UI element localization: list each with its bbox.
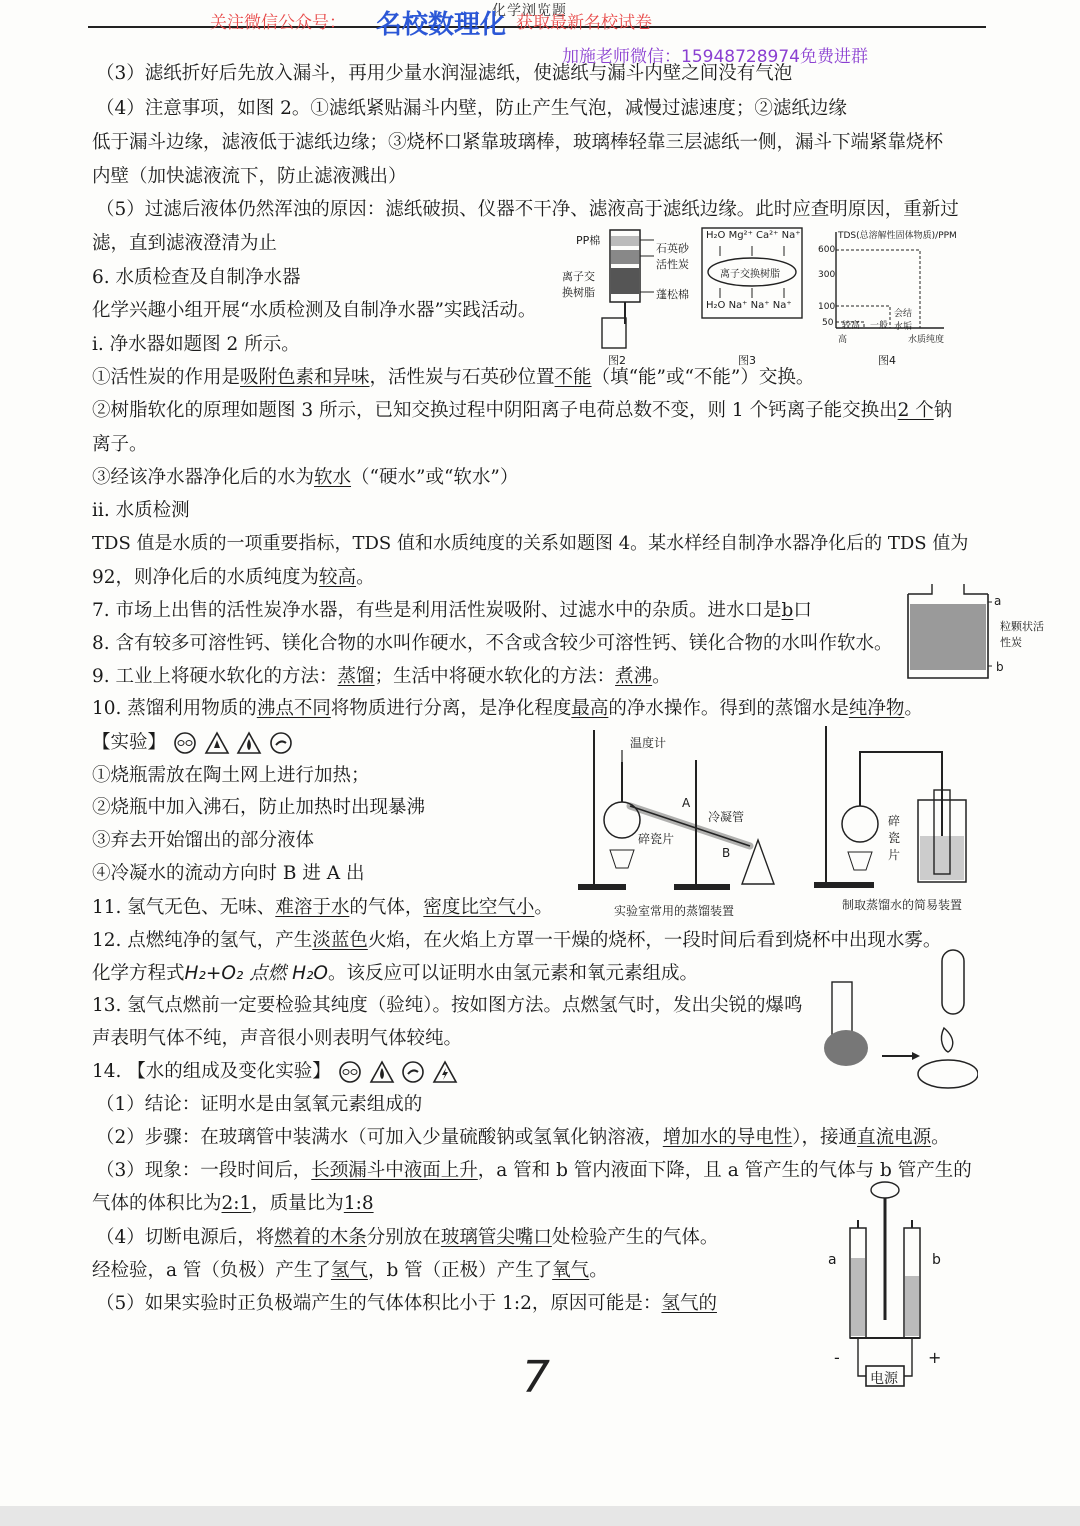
answer: 2 个 xyxy=(897,400,934,421)
text-line: 11. 氢气无色、无味、难溶于水的气体，密度比空气小。 xyxy=(92,897,553,918)
text-line: （4）切断电源后，将燃着的木条分别放在玻璃管尖嘴口处检验产生的气体。 xyxy=(96,1227,719,1248)
answer: 煮沸 xyxy=(615,666,653,687)
text-line: （1）结论：证明水是由氢氧元素组成的 xyxy=(96,1094,423,1115)
goggles-icon xyxy=(172,731,198,755)
answer: 淡蓝色 xyxy=(312,930,368,951)
fig3-center: 离子交换树脂 xyxy=(720,269,780,280)
goggles-icon xyxy=(337,1060,363,1084)
text-line: 低于漏斗边缘，滤液低于滤纸边缘；③烧杯口紧靠玻璃棒，玻璃棒轻靠三层滤纸一侧，漏斗下端紧靠烧杯 xyxy=(92,132,944,153)
fig4-bar-label: 高 xyxy=(838,335,848,345)
answer: 长颈漏斗中液面上升 xyxy=(311,1160,478,1181)
scan-bottom-edge xyxy=(0,1506,1080,1526)
answer: b xyxy=(781,600,794,621)
text-line: （3）现象：一段时间后，长颈漏斗中液面上升，a 管和 b 管内液面下降，且 a 管产生的气体与 b 管产生的 xyxy=(96,1160,972,1181)
thermometer-label: 温度计 xyxy=(630,736,667,750)
condenser-label: 冷凝管 xyxy=(708,810,745,824)
text-line: ②烧瓶中加入沸石，防止加热时出现暴沸 xyxy=(92,797,426,818)
flame-warning-icon xyxy=(369,1060,395,1084)
text-line: 13. 氢气点燃前一定要检验其纯度（验纯）。按如图方法。点燃氢气时，发出尖锐的爆鸣 xyxy=(92,995,803,1016)
text-line: ④冷凝水的流动方向时 B 进 A 出 xyxy=(92,863,365,884)
boiling-chips-label: 碎瓷片 xyxy=(888,814,901,862)
handwritten-equation: H₂+O₂ 点燃 H₂O xyxy=(184,963,328,984)
hydrogen-purity-test-figure xyxy=(818,948,978,1098)
text-line: 10. 蒸馏利用物质的沸点不同将物质进行分离，是净化程度最高的净水操作。得到的蒸馏水是纯净物。 xyxy=(92,698,923,719)
fig4-bar-label: 一般 xyxy=(870,321,889,331)
text-line: 经检验，a 管（负极）产生了氢气，b 管（正极）产生了氧气。 xyxy=(92,1260,608,1281)
answer: 最高 xyxy=(571,698,609,719)
tube-b-label: b xyxy=(932,1252,941,1268)
answer: 吸附色素和异味 xyxy=(240,367,370,388)
simple-distillation-figure xyxy=(810,720,980,892)
text-line: i. 净水器如题图 2 所示。 xyxy=(92,334,300,355)
positive-terminal-label: + xyxy=(928,1348,942,1367)
answer: 较高 xyxy=(319,567,357,588)
text-line: ①烧瓶需放在陶土网上进行加热； xyxy=(92,765,370,786)
watermark-blue: 名校数理化 xyxy=(376,10,507,40)
fig4-bar-label: 较高 xyxy=(842,321,861,331)
text-line: （3）滤纸折好后先放入漏斗，再用少量水润湿滤纸，使滤纸与漏斗内壁之间没有气泡 xyxy=(96,63,793,84)
hand-wash-icon xyxy=(268,731,294,755)
fig4-ytick: 600 xyxy=(818,245,836,255)
text-line: ii. 水质检测 xyxy=(92,500,190,521)
text-line: 内壁（加快滤液流下，防止滤液溅出） xyxy=(92,166,407,187)
simple-distillation-caption: 制取蒸馏水的简易装置 xyxy=(842,898,963,912)
text-line: TDS 值是水质的一项重要指标，TDS 值和水质纯度的关系如题图 4。某水样经自制净水器净化后的 TDS 值为 xyxy=(92,533,969,554)
filter-carbon-label: 粒颗状活性炭 xyxy=(1000,620,1044,649)
filter-b-label: b xyxy=(996,660,1004,674)
carbon-filter-figure xyxy=(902,578,992,682)
answer: 直流电源 xyxy=(857,1127,932,1148)
filter-a-label: a xyxy=(994,594,1002,608)
header-title: 化学浏览题 xyxy=(492,3,567,19)
text-line: 声表明气体不纯，声音很小则表明气体较纯。 xyxy=(92,1028,463,1049)
fig4-note: 会结水垢 xyxy=(894,309,913,332)
electric-warning-icon xyxy=(432,1060,458,1084)
section-heading: 14. 【水的组成及变化实验】 xyxy=(92,1060,458,1084)
fig3-top: H₂O Mg²⁺ Ca²⁺ Na⁺ xyxy=(706,230,801,241)
text-line: 气体的体积比为2:1，质量比为1:8 xyxy=(92,1193,374,1214)
answer: 软水 xyxy=(314,467,352,488)
fig4-ytick: 50 xyxy=(822,318,834,328)
watermark-contact: 加施老师微信：15948728974免费进群 xyxy=(562,47,868,67)
fig2-label: 蓬松棉 xyxy=(656,288,689,301)
fig2-caption: 图2 xyxy=(608,354,626,367)
answer: 氧气 xyxy=(552,1260,590,1281)
answer: 1:8 xyxy=(343,1193,374,1214)
text-line: （5）如果实验时正负极端产生的气体体积比小于 1:2，原因可能是：氢气的 xyxy=(96,1293,717,1314)
text-line: （4）注意事项，如图 2。①滤纸紧贴漏斗内壁，防止产生气泡，减慢过滤速度；②滤纸边缘 xyxy=(96,98,847,119)
text-line: 滤，直到滤液澄清为止 xyxy=(92,233,278,254)
tube-a-label: a xyxy=(828,1252,837,1268)
fig2-label: 石英砂 xyxy=(656,242,689,255)
text-line: ③弃去开始馏出的部分液体 xyxy=(92,830,315,851)
answer: 氢气的 xyxy=(661,1293,717,1314)
answer: 玻璃管尖嘴口 xyxy=(440,1227,552,1248)
inlet-a-label: A xyxy=(682,796,691,810)
fig4-xlabel: 水质纯度 xyxy=(908,335,945,345)
text-line: 离子。 xyxy=(92,434,148,455)
text-line: 9. 工业上将硬水软化的方法：蒸馏；生活中将硬水软化的方法：煮沸。 xyxy=(92,666,671,687)
lab-distillation-caption: 实验室常用的蒸馏装置 xyxy=(614,904,735,918)
text-line: ②树脂软化的原理如题图 3 所示，已知交换过程中阴阳离子电荷总数不变，则 1 个钙离子能交换出2 个钠 xyxy=(92,400,953,421)
experiment-heading: 【实验】 xyxy=(92,731,294,755)
answer: 氢气 xyxy=(330,1260,368,1281)
text-line: 7. 市场上出售的活性炭净水器，有些是利用活性炭吸附、过滤水中的杂质。进水口是b口 xyxy=(92,600,812,621)
text-line: （2）步骤：在玻璃管中装满水（可加入少量硫酸钠或氢氧化钠溶液，增加水的导电性），接通直流电源。 xyxy=(96,1127,950,1148)
answer: 不能 xyxy=(554,367,592,388)
answer: 增加水的导电性 xyxy=(662,1127,793,1148)
answer: 纯净物 xyxy=(848,698,905,719)
answer: 难溶于水 xyxy=(275,897,350,918)
fig4-ylabel: TDS(总溶解性固体物质)/PPM xyxy=(838,231,957,241)
text-line: 92，则净化后的水质纯度为较高。 xyxy=(92,567,375,588)
section-heading: 6. 水质检查及自制净水器 xyxy=(92,267,301,288)
text-line: 化学兴趣小组开展“水质检测及自制净水器”实践活动。 xyxy=(92,300,537,321)
power-source-label: 电源 xyxy=(870,1371,898,1387)
answer: 蒸馏 xyxy=(337,666,375,687)
fig2-label: 活性炭 xyxy=(656,258,689,271)
hand-wash-icon xyxy=(400,1060,426,1084)
text-line: 化学方程式H₂+O₂ 点燃 H₂O。该反应可以证明水由氢元素和氧元素组成。 xyxy=(92,963,698,984)
fig3-bottom: H₂O Na⁺ Na⁺ Na⁺ xyxy=(706,300,792,311)
fig4-ytick: 300 xyxy=(818,270,836,280)
text-line: 8. 含有较多可溶性钙、镁化合物的水叫作硬水，不含或含较少可溶性钙、镁化合物的水叫作软水。 xyxy=(92,633,893,654)
fig4-caption: 图4 xyxy=(878,354,896,367)
boiling-chips-label: 碎瓷片 xyxy=(638,832,675,846)
fig2-label: 离子交换树脂 xyxy=(562,270,595,299)
answer: 燃着的木条 xyxy=(274,1227,367,1248)
text-line: ①活性炭的作用是吸附色素和异味，活性炭与石英砂位置不能（填“能”或“不能”）交换。 xyxy=(92,367,815,388)
answer: 密度比空气小 xyxy=(423,897,535,918)
answer: 2:1 xyxy=(221,1193,252,1214)
watermark-red: 关注微信公众号： xyxy=(210,13,346,33)
answer: 沸点不同 xyxy=(256,698,331,719)
inlet-b-label: B xyxy=(722,846,731,860)
flame-warning-icon xyxy=(236,731,262,755)
fig2-label: PP棉 xyxy=(576,234,601,247)
heating-warning-icon xyxy=(204,731,230,755)
fig4-ytick: 100 xyxy=(818,302,836,312)
text-line: （5）过滤后液体仍然浑浊的原因：滤纸破损、仪器不干净、滤液高于滤纸边缘。此时应查明原因，重新过 xyxy=(96,199,959,220)
watermark-red-2: 获取最新名校试卷 xyxy=(516,13,652,33)
text-line: ③经该净水器净化后的水为软水（“硬水”或“软水”） xyxy=(92,467,519,488)
text-line: 12. 点燃纯净的氢气，产生淡蓝色火焰，在火焰上方罩一干燥的烧杯，一段时间后看到烧杯中出现水雾。 xyxy=(92,930,942,951)
fig3-caption: 图3 xyxy=(738,354,756,367)
negative-terminal-label: - xyxy=(834,1348,840,1367)
page-number: 7 xyxy=(522,1352,550,1403)
